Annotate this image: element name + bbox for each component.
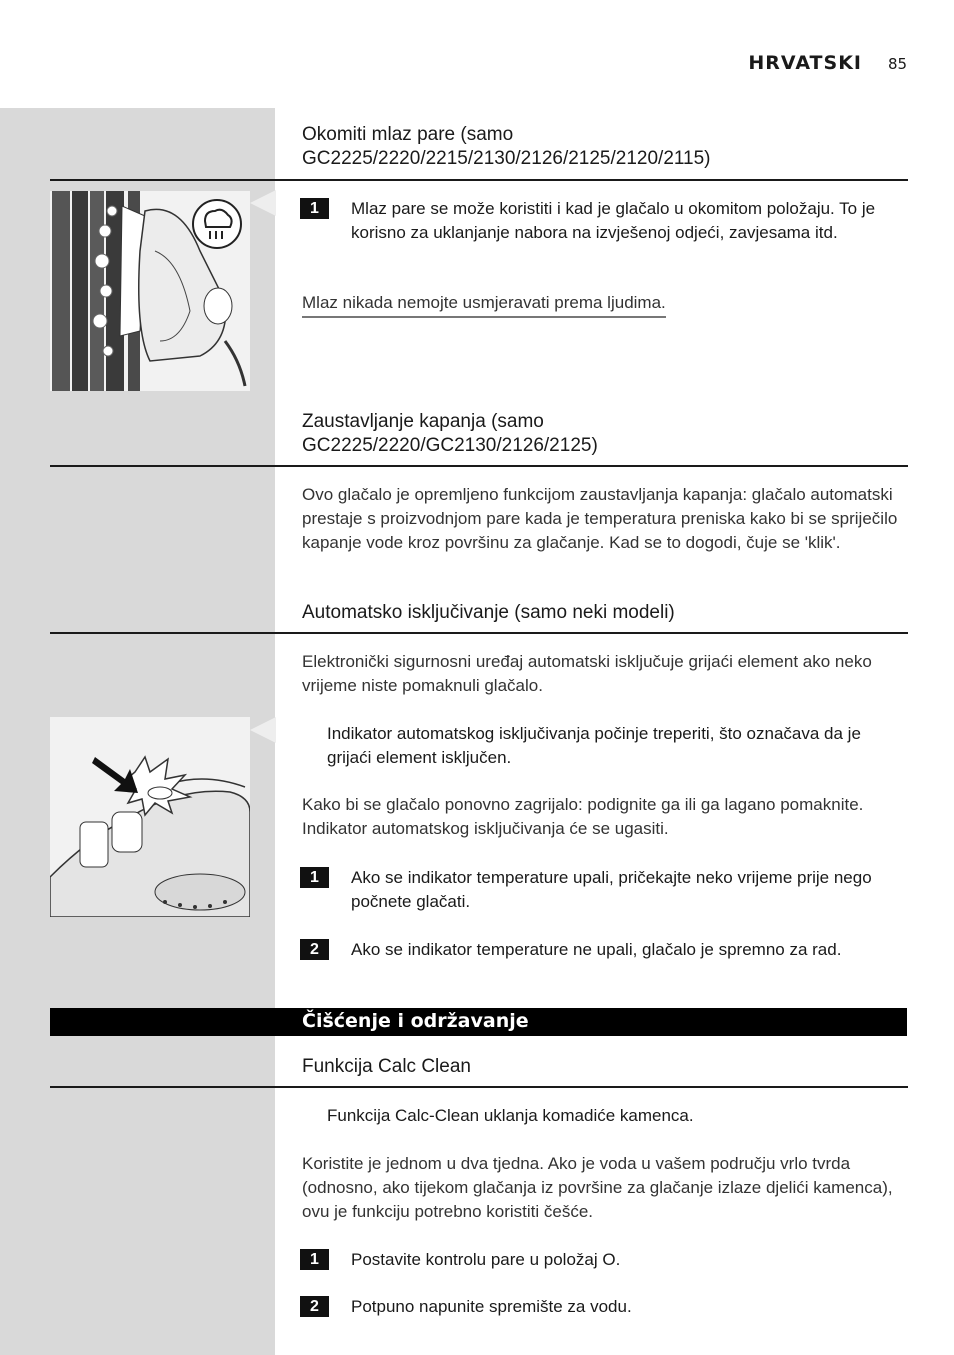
step-text: Ako se indikator temperature upali, pričekajte neko vrijeme prije nego počnete glačati.: [351, 868, 872, 911]
step-1-calc-clean: [300, 1248, 908, 1272]
step-text: Potpuno napunite spremište za vodu.: [351, 1297, 632, 1316]
step-1-vertical-steam: [300, 197, 908, 245]
auto-off-paragraph-2: Kako bi se glačalo ponovno zagrijalo: podignite ga ili ga lagano pomaknite. Indikator automatskog isključivanja će se ugasiti.: [302, 795, 864, 838]
warning-text: Mlaz nikada nemojte usmjeravati prema ljudima.: [302, 291, 666, 318]
section-rule: [50, 1086, 908, 1088]
auto-off-illustration: [50, 717, 250, 917]
illustration-pointer: [250, 717, 276, 743]
heading-line: Okomiti mlaz pare (samo: [302, 124, 514, 145]
step-number: 2: [310, 941, 319, 958]
step-number: 2: [310, 1298, 319, 1315]
step-number-badge: [300, 867, 329, 888]
step-1-auto-off: [300, 866, 908, 914]
step-2-auto-off: [300, 938, 908, 962]
calc-clean-paragraph: Koristite je jednom u dva tjedna. Ako je voda u vašem području vrlo tvrda (odnosno, ako tijekom glačanja iz površine za glačanje izlaze djelići kamenca), ovu je funkciju potrebno koristiti češće.: [302, 1154, 893, 1221]
step-number: 1: [310, 1251, 319, 1268]
auto-off-bullet: Indikator automatskog isključivanja počinje treperiti, što označava da je grijaći element isključen.: [327, 724, 861, 767]
calc-clean-bullet: Funkcija Calc-Clean uklanja komadiće kamenca.: [327, 1106, 694, 1125]
step-number-badge: [300, 1296, 329, 1317]
steam-illustration: [50, 191, 250, 391]
section-title-cleaning: Čišćenje i održavanje: [302, 1010, 529, 1032]
section-heading-drip-stop: [302, 410, 598, 458]
section-rule: [50, 179, 908, 181]
step-number: 1: [310, 869, 319, 886]
section-heading-vertical-steam: [302, 123, 711, 171]
heading-line: Zaustavljanje kapanja (samo: [302, 411, 544, 432]
iron-vertical-steam-curtain-icon: [50, 191, 250, 391]
step-number: 1: [310, 200, 319, 217]
step-text: Mlaz pare se može koristiti i kad je glačalo u okomitom položaju. To je korisno za uklanjanje nabora na izvješenoj odjeći, zavjesama itd.: [351, 199, 876, 242]
step-number-badge: [300, 1249, 329, 1270]
language-label: HRVATSKI: [748, 52, 862, 74]
section-rule: [50, 465, 908, 467]
auto-off-paragraph: Elektronički sigurnosni uređaj automatski isključuje grijaći element ako neko vrijeme niste pomaknuli glačalo.: [302, 652, 872, 695]
iron-auto-off-indicator-icon: [50, 717, 250, 917]
step-number-badge: [300, 939, 329, 960]
drip-stop-paragraph: Ovo glačalo je opremljeno funkcijom zaustavljanja kapanja: glačalo automatski prestaje s proizvodnjom pare kada je temperatura preniska kako bi se spriječilo kapanje vode kroz površinu za glačanje. Kad se to dogodi, čuje se 'klik'.: [302, 485, 898, 552]
step-text: Ako se indikator temperature ne upali, glačalo je spremno za rad.: [351, 940, 842, 959]
section-rule: [50, 632, 908, 634]
step-number-badge: [300, 198, 329, 219]
page-number: 85: [888, 55, 908, 73]
step-text: Postavite kontrolu pare u položaj O.: [351, 1250, 621, 1269]
step-2-calc-clean: [300, 1295, 908, 1319]
heading-line: GC2225/2220/GC2130/2126/2125): [302, 435, 598, 456]
heading-line: GC2225/2220/2215/2130/2126/2125/2120/2115): [302, 148, 711, 169]
section-heading-calc-clean: Funkcija Calc Clean: [302, 1056, 471, 1077]
illustration-pointer: [250, 190, 276, 216]
section-heading-auto-off: Automatsko isključivanje (samo neki modeli): [302, 602, 675, 623]
